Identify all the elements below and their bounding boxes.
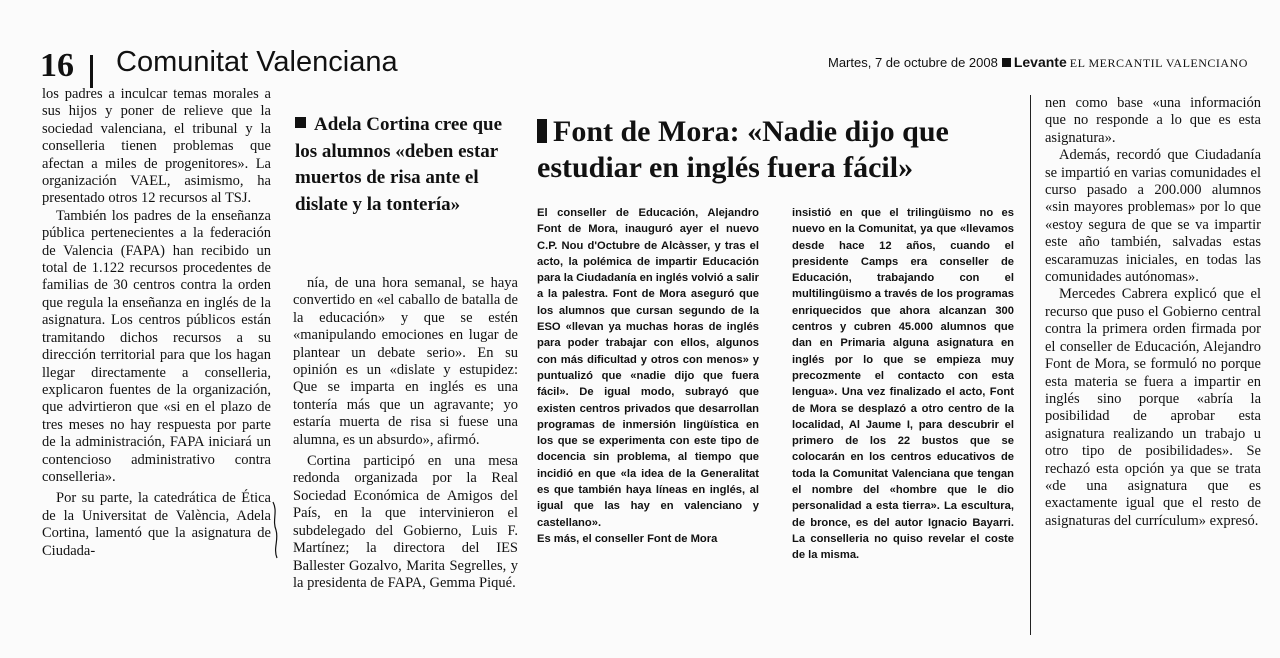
headline-bar-icon [537, 119, 547, 143]
paragraph: Además, recordó que Ciudadanía se impartió en varias comunidades el curso pasado a 200.000 alumnos «sin mayores problemas» por lo que «estoy segura de que se va impartir este año también, salvadas estas escaramuzas iniciales, en todas las comunidades autónomas». [1045, 147, 1261, 286]
article-column-3 [537, 205, 759, 547]
paragraph: El conseller de Educación, Alejandro Font de Mora, inauguró ayer el nuevo C.P. Nou d'Octubre de Alcàsser, y tras el acto, la polémica de impartir Educación para la Ciudadanía en inglés volvió a salir a la palestra. Font de Mora aseguró que los alumnos que cursan segundo de la ESO «llevan ya muchas horas de inglés para poder trabajar con ellos, algunos con más dificultad y otros con menos» y puntualizó que «nadie dijo que fuera fácil». De igual modo, subrayó que existen centros privados que desarrollan programas de inmersión lingüística en los que se experimenta con este tipo de docencia sin problema, al tiempo que incidió en que «la idea de la Generalitat es que también haya líneas en inglés, al igual que las hay en valenciano y castellano». [537, 207, 759, 529]
article-headline [537, 114, 977, 186]
headline-text: Font de Mora: «Nadie dijo que estudiar en inglés fuera fácil» [537, 115, 949, 184]
square-bullet-icon [295, 117, 306, 128]
paragraph: nen como base «una información que no responde a lo que es esta asignatura». [1045, 95, 1261, 146]
paragraph: los padres a inculcar temas morales a sus hijos y poner de relieve que la sociedad valenciana, el tribunal y la conselleria tienen problemas que afectan a miles de progenitores». La organización VAEL, asimismo, ha presentado otros 12 recursos al TSJ. [42, 86, 271, 207]
header-divider [90, 55, 93, 88]
paragraph: También los padres de la enseñanza pública pertenecientes a la federación de Valencia (FAPA) han recibido un total de 1.122 recursos procedentes de familias de 30 centros contra la orden que regula la enseñanza en inglés de la asignatura. Los centros públicos están tramitando dichos recursos a su dirección territorial para que los hagan llegar directamente a conselleria, explicaron fuentes de la organización, que advirtieron que «si en el plazo de tres meses no hay respuesta por parte de la administración, FAPA iniciará un contencioso administrativo contra conselleria». [42, 207, 271, 485]
article-column-5 [1045, 95, 1261, 530]
squiggle-mark [270, 500, 280, 560]
pull-quote [295, 112, 525, 218]
paragraph: insistió en que el trilingüismo no es nuevo en la Comunitat, ya que «llevamos desde hace 12 años, cuando el presidente Camps era conseller de Educación, trabajando con el multilingüismo a través de los programas enriquecidos que ahora alcanzan 300 centros y cubren 45.000 alumnos que dan en Primaria alguna asignatura en inglés por lo que se empieza muy precozmente el contacto con esta lengua». Una vez finalizado el acto, Font de Mora se desplazó a otro centro de la localidad, Al Jaume I, para descubrir el primero de los 22 bustos que se colocarán en los centros educativos de toda la Comunitat Valenciana que tengan el nombre del «hombre que le dio personalidad a esta tierra». La escultura, de bronce, es del autor Ignacio Bayarri. La conselleria no quiso revelar el coste de la misma. [792, 207, 1014, 562]
column-rule [1030, 95, 1031, 635]
article-column-2 [293, 275, 518, 592]
pull-quote-text: cree que los alumnos «deben estar muertos de risa ante el dislate y la tontería» [295, 114, 503, 215]
masthead-info [828, 52, 1248, 73]
article-column-4 [792, 205, 1014, 564]
paragraph: Mercedes Cabrera explicó que el recurso que puso el Gobierno central contra la primera orden firmada por el conseller de Educación, Alejandro Font de Mora, se formuló no porque esta materia se fuera a impartir en inglés sino porque «abría la posibilidad de aprobar esta asignatura realizando un trabajo u otro tipo de posibilidades». Se rechazó esta opción ya que se trata «de una asignatura que es exactamente igual que el resto de asignaturas del currículum» expresó. [1045, 286, 1261, 529]
article-column-1 [42, 86, 271, 560]
paper-name: Levante [1013, 54, 1067, 70]
page-number: 16 [40, 47, 74, 84]
paragraph: Cortina participó en una mesa redonda organizada por la Real Sociedad Económica de Amigos del País, en la que intervinieron el subdelegado del Gobierno, Luis F. Martínez; la directora del IES Ballester Gozalvo, Marita Segrelles, y la presidenta de FAPA, Gemma Piqué. [293, 453, 518, 591]
paragraph: Por su parte, la catedrática de Ética de la Universitat de València, Adela Cortina, lamentó que la asignatura de Ciudada- [42, 490, 271, 559]
pull-quote-name: Adela Cortina [314, 114, 430, 135]
issue-date: Martes, 7 de octubre de 2008 [828, 55, 998, 70]
paragraph: nía, de una hora semanal, se haya convertido en «el caballo de batalla de la educación» y que se estén «manipulando emociones en lugar de plantear un debate serio». En su opinión es un «dislate y estupidez: Que se imparta en inglés es una tontería más que un agravante; yo estaría muerta de risa si fuese una alumna, es un absurdo», afirmó. [293, 275, 518, 448]
paragraph: Es más, el conseller Font de Mora [537, 532, 718, 545]
section-title: Comunitat Valenciana [116, 46, 398, 78]
paper-subtitle: EL MERCANTIL VALENCIANO [1069, 56, 1248, 70]
square-bullet-icon [1002, 58, 1011, 67]
